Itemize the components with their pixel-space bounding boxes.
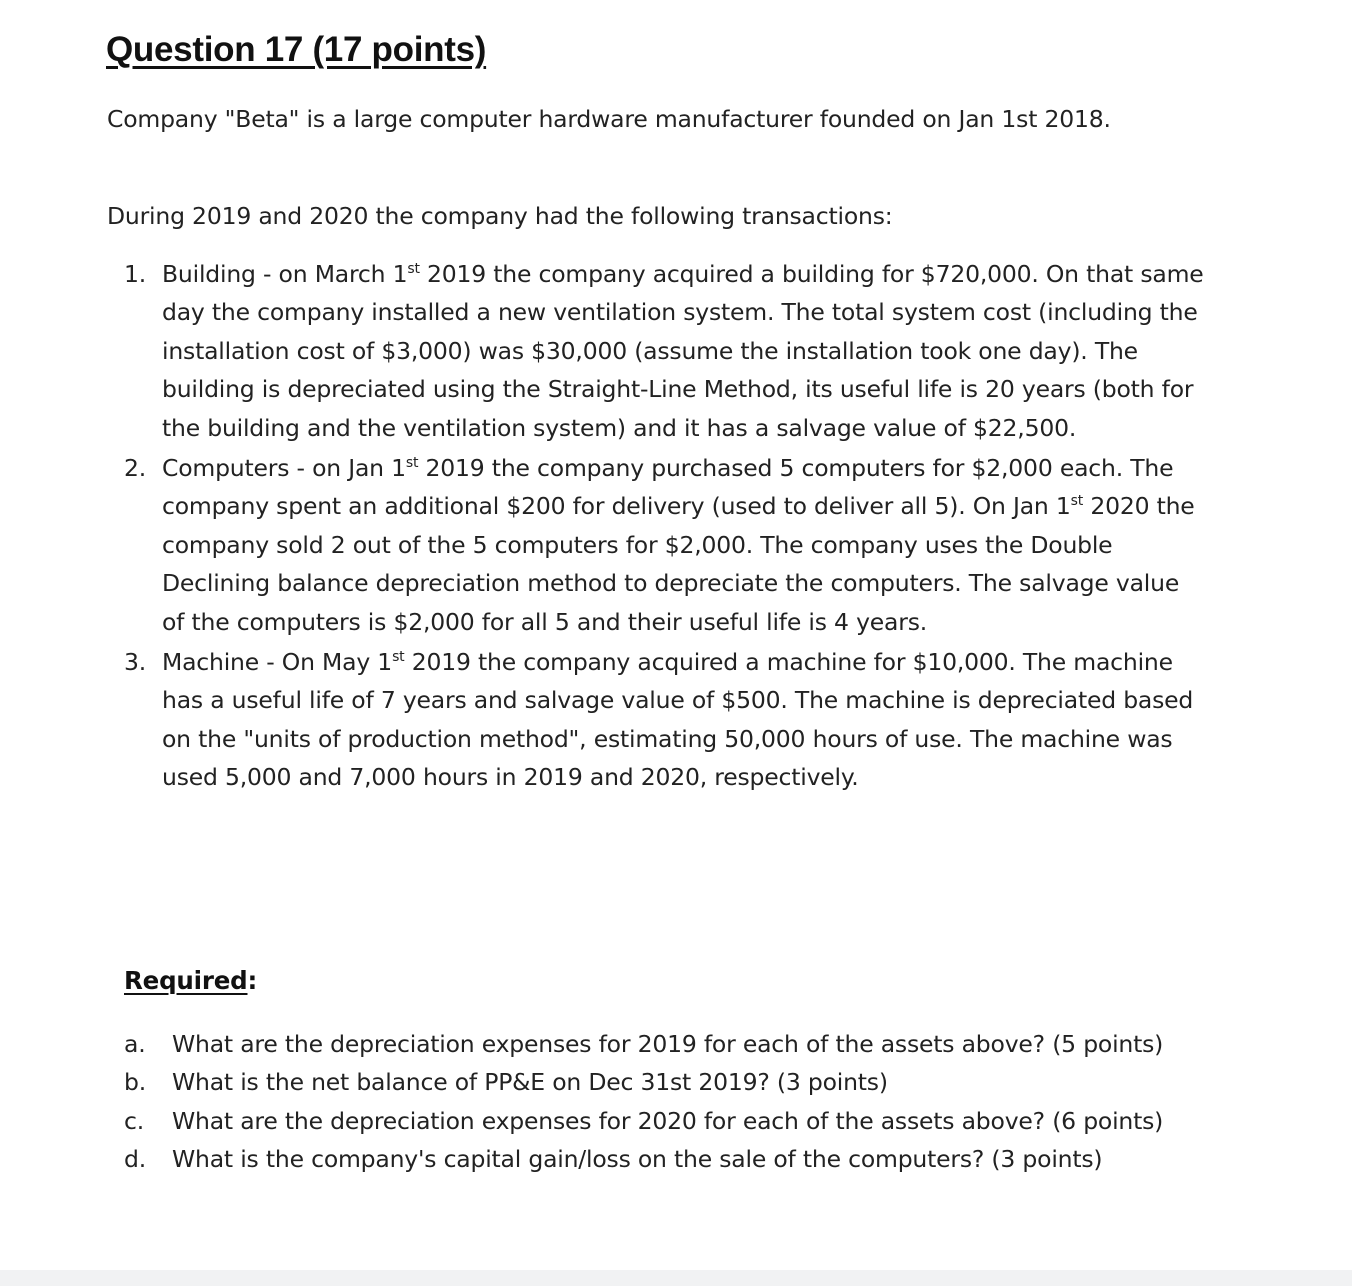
transactions-intro: During 2019 and 2020 the company had the following transactions: [107,202,893,230]
page-bottom-edge [0,1270,1352,1286]
question-letter: b. [124,1068,146,1097]
question-text: What is the net balance of PP&E on Dec 31st 2019? (3 points) [172,1068,888,1097]
question-item-b [124,1063,1204,1101]
question-text: What are the depreciation expenses for 2020 for each of the assets above? (6 points) [172,1106,1164,1135]
question-letter: c. [124,1106,144,1135]
required-heading: Required: [124,966,258,995]
question-letter: a. [124,1030,146,1058]
item-number: 3. [124,648,147,677]
question-title: Question 17 (17 points) [106,30,487,69]
transaction-item-machine [124,643,1204,797]
transaction-item-computers [124,449,1204,641]
question-item-a [124,1025,1204,1063]
required-questions-list [124,1025,1204,1179]
question-item-c [124,1102,1204,1140]
question-text: What is the company's capital gain/loss on the sale of the computers? (3 points) [172,1145,1103,1174]
transaction-item-building [124,255,1204,447]
item-text: Computers - on Jan 1st 2019 the company purchased 5 computers for $2,000 each. The company spent an additional $200 for delivery (used to deliver all 5). On Jan 1st 2020 the company sold 2 out of the 5 computers for $2,000. The company uses the Double Declining balance depreciation method to depreciate the computers. The salvage value of the computers is $2,000 for all 5 and their useful life is 4 years. [162,454,1195,636]
item-number: 2. [124,454,147,483]
question-item-d [124,1140,1204,1178]
item-text: Machine - On May 1st 2019 the company acquired a machine for $10,000. The machine has a useful life of 7 years and salvage value of $500. The machine is depreciated based on the "units of production method", estimating 50,000 hours of use. The machine was used 5,000 and 7,000 hours in 2019 and 2020, respectively. [162,648,1194,792]
item-number: 1. [124,260,147,288]
question-text: What are the depreciation expenses for 2019 for each of the assets above? (5 points) [172,1030,1164,1058]
transaction-list [124,255,1204,797]
intro-paragraph: Company "Beta" is a large computer hardware manufacturer founded on Jan 1st 2018. [107,105,1111,133]
item-text: Building - on March 1st 2019 the company acquired a building for $720,000. On that same day the company installed a new ventilation system. The total system cost (including the installation cost of $3,000) was $30,000 (assume the installation took one day). The building is depreciated using the Straight-Line Method, its useful life is 20 years (both for the building and the ventilation system) and it has a salvage value of $22,500. [162,260,1204,442]
question-letter: d. [124,1145,146,1174]
